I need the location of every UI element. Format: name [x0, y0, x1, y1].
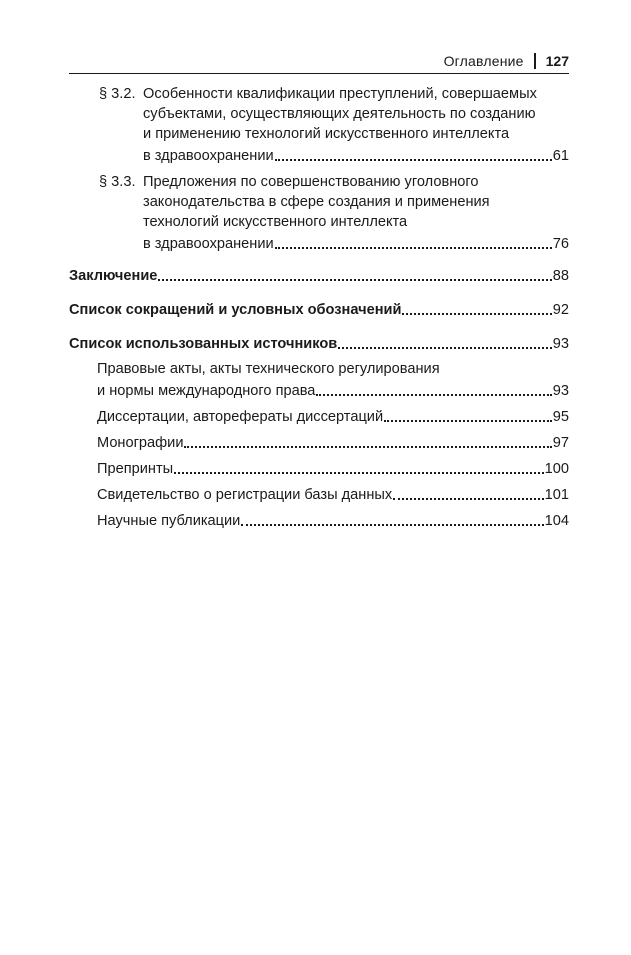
- toc-entry-title: Диссертации, авторефераты диссертаций: [97, 409, 384, 425]
- header-separator: [534, 53, 536, 69]
- toc-entry-text-line: в здравоохранении: [143, 236, 274, 252]
- toc-entry-title: Свидетельство о регистрации базы данных: [97, 487, 393, 503]
- table-of-contents: [69, 84, 569, 531]
- toc-entry-monographs[interactable]: [69, 431, 569, 453]
- toc-entry-text-line: и нормы международного права: [97, 383, 316, 399]
- toc-chapter-title: Список использованных источников: [69, 336, 338, 352]
- toc-entry-text-line: Особенности квалификации преступлений, совершаемых: [143, 86, 537, 102]
- toc-entry-text-line: в здравоохранении: [143, 148, 274, 164]
- header-section-name: Оглавление: [443, 53, 524, 69]
- running-header: [444, 52, 569, 70]
- toc-entry-scientific-publications[interactable]: [69, 509, 569, 531]
- toc-page-number: 76: [552, 236, 569, 252]
- header-page-number: 127: [545, 53, 569, 69]
- toc-entry-text-line: и применению технологий искусственного интеллекта: [143, 126, 510, 142]
- dot-leader: [158, 265, 551, 281]
- dot-leader: [338, 333, 552, 349]
- toc-page-number: 95: [552, 409, 569, 425]
- toc-page-number: 97: [552, 435, 569, 451]
- toc-page-number: 104: [544, 513, 569, 529]
- dot-leader: [241, 510, 543, 526]
- toc-page-number: 100: [544, 461, 569, 477]
- dot-leader: [393, 484, 543, 500]
- toc-entry-text-line: Правовые акты, акты технического регулирования: [97, 361, 440, 377]
- toc-entry-3-2[interactable]: [69, 84, 569, 166]
- toc-entry-title: Научные публикации: [97, 513, 241, 529]
- header-rule: [69, 73, 569, 74]
- toc-entry-database-certificate[interactable]: [69, 483, 569, 505]
- toc-entry-sources[interactable]: [69, 332, 569, 354]
- dot-leader: [384, 406, 552, 422]
- toc-entry-number: § 3.3.: [99, 174, 136, 190]
- dot-leader: [316, 380, 551, 396]
- toc-page-number: 88: [552, 268, 569, 284]
- dot-leader: [174, 458, 544, 474]
- toc-entry-abbreviations[interactable]: [69, 298, 569, 320]
- toc-chapter-title: Список сокращений и условных обозначений: [69, 302, 402, 318]
- toc-entry-3-3[interactable]: [69, 172, 569, 254]
- toc-page-number: 61: [552, 148, 569, 164]
- toc-entry-text-line: субъектами, осуществляющих деятельность по созданию: [143, 106, 536, 122]
- toc-entry-legal-acts[interactable]: [69, 359, 569, 401]
- toc-page-number: 101: [544, 487, 569, 503]
- dot-leader: [275, 233, 552, 249]
- toc-entry-preprints[interactable]: [69, 457, 569, 479]
- toc-entry-text-line: Предложения по совершенствованию уголовного: [143, 174, 479, 190]
- toc-page-number: 93: [552, 336, 569, 352]
- dot-leader: [402, 299, 551, 315]
- dot-leader: [184, 432, 551, 448]
- toc-entry-dissertations[interactable]: [69, 405, 569, 427]
- toc-entry-number: § 3.2.: [99, 86, 136, 102]
- toc-page-number: 92: [552, 302, 569, 318]
- toc-page-number: 93: [552, 383, 569, 399]
- toc-entry-text-line: технологий искусственного интеллекта: [143, 214, 408, 230]
- dot-leader: [275, 145, 552, 161]
- toc-chapter-title: Заключение: [69, 268, 158, 284]
- toc-entry-text-line: законодательства в сфере создания и применения: [143, 194, 490, 210]
- toc-entry-title: Монографии: [97, 435, 184, 451]
- toc-entry-title: Препринты: [97, 461, 174, 477]
- toc-entry-conclusion[interactable]: [69, 264, 569, 286]
